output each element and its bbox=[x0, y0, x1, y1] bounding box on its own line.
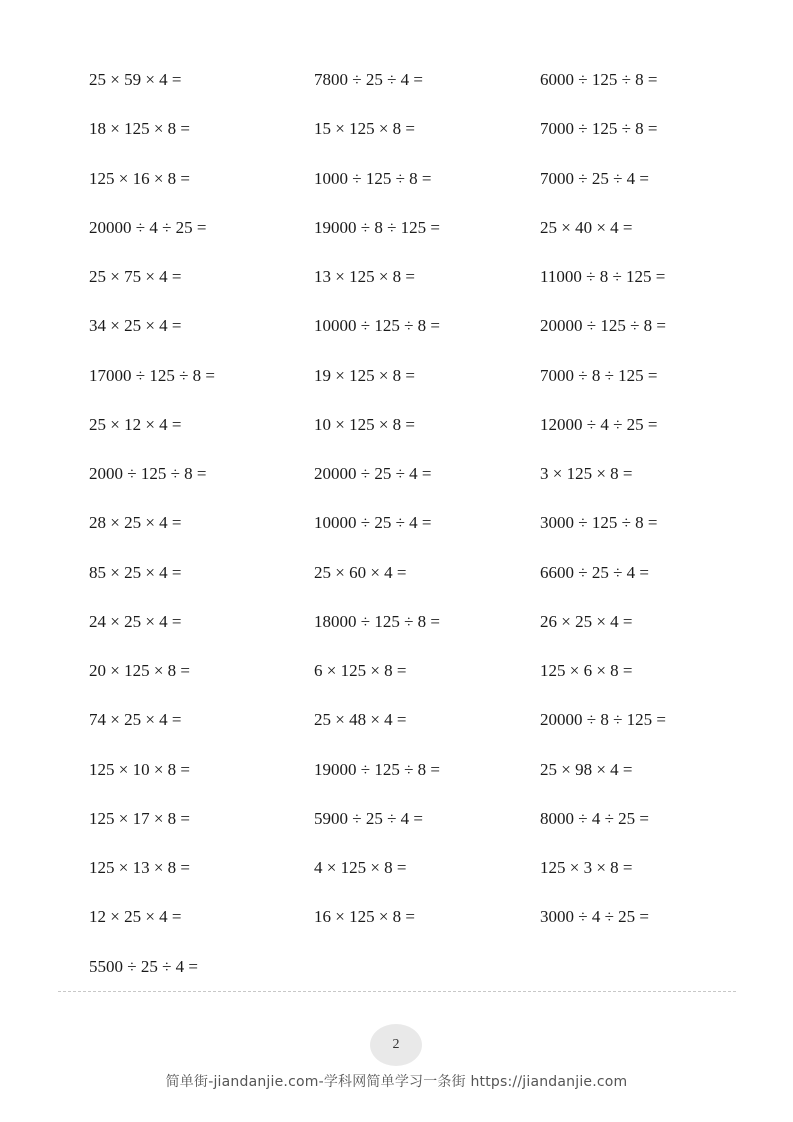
page-number: 2 bbox=[392, 1037, 400, 1052]
problem-item: 17000 ÷ 125 ÷ 8 = bbox=[89, 365, 215, 385]
problem-item: 19000 ÷ 8 ÷ 125 = bbox=[314, 217, 440, 237]
problem-item: 25 × 59 × 4 = bbox=[89, 70, 182, 89]
footer-text: 简单街-jiandanjie.com-学科网简单学习一条街 https://jiandanjie.com bbox=[165, 1074, 628, 1090]
problem-item: 125 × 6 × 8 = bbox=[540, 661, 633, 680]
problem-item: 74 × 25 × 4 = bbox=[89, 710, 182, 730]
problem-item: 6600 ÷ 25 ÷ 4 = bbox=[540, 562, 649, 582]
problem-item: 26 × 25 × 4 = bbox=[540, 611, 633, 631]
problem-item: 20000 ÷ 25 ÷ 4 = bbox=[314, 464, 432, 483]
problem-item: 5500 ÷ 25 ÷ 4 = bbox=[89, 956, 198, 976]
problem-item: 25 × 48 × 4 = bbox=[314, 710, 407, 730]
problem-item: 7800 ÷ 25 ÷ 4 = bbox=[314, 70, 423, 89]
problem-item: 28 × 25 × 4 = bbox=[89, 513, 182, 533]
problem-item: 6000 ÷ 125 ÷ 8 = bbox=[540, 70, 658, 89]
dashed-divider bbox=[58, 991, 736, 992]
problem-item: 4 × 125 × 8 = bbox=[314, 858, 407, 877]
problem-item: 125 × 17 × 8 = bbox=[89, 808, 191, 828]
problem-item: 10000 ÷ 125 ÷ 8 = bbox=[314, 316, 440, 336]
page-number-badge bbox=[370, 1024, 422, 1066]
problem-item: 1000 ÷ 125 ÷ 8 = bbox=[314, 168, 432, 188]
problem-item: 25 × 40 × 4 = bbox=[540, 217, 633, 237]
problem-item: 34 × 25 × 4 = bbox=[89, 316, 182, 336]
problem-item: 11000 ÷ 8 ÷ 125 = bbox=[540, 267, 666, 286]
problem-item: 5900 ÷ 25 ÷ 4 = bbox=[314, 808, 423, 828]
problem-item: 3000 ÷ 4 ÷ 25 = bbox=[540, 907, 649, 927]
problem-item: 25 × 75 × 4 = bbox=[89, 267, 182, 286]
problem-item: 24 × 25 × 4 = bbox=[89, 611, 182, 631]
problem-item: 20000 ÷ 8 ÷ 125 = bbox=[540, 710, 666, 730]
problem-item: 12000 ÷ 4 ÷ 25 = bbox=[540, 414, 658, 434]
problem-item: 19000 ÷ 125 ÷ 8 = bbox=[314, 759, 440, 779]
problem-item: 125 × 16 × 8 = bbox=[89, 168, 191, 188]
problem-item: 18 × 125 × 8 = bbox=[89, 119, 191, 139]
problem-item: 12 × 25 × 4 = bbox=[89, 907, 182, 927]
problem-item: 3 × 125 × 8 = bbox=[540, 464, 633, 483]
problem-item: 10 × 125 × 8 = bbox=[314, 414, 416, 434]
problem-item: 25 × 98 × 4 = bbox=[540, 759, 633, 779]
problem-item: 13 × 125 × 8 = bbox=[314, 267, 416, 286]
problem-item: 125 × 10 × 8 = bbox=[89, 759, 191, 779]
problem-item: 25 × 12 × 4 = bbox=[89, 414, 182, 434]
problem-item: 19 × 125 × 8 = bbox=[314, 365, 416, 385]
problem-item: 16 × 125 × 8 = bbox=[314, 907, 416, 927]
problem-item: 20000 ÷ 4 ÷ 25 = bbox=[89, 217, 207, 237]
problem-item: 125 × 3 × 8 = bbox=[540, 858, 633, 877]
problem-item: 10000 ÷ 25 ÷ 4 = bbox=[314, 513, 432, 533]
problem-item: 7000 ÷ 8 ÷ 125 = bbox=[540, 365, 658, 385]
problem-item: 20 × 125 × 8 = bbox=[89, 661, 191, 680]
problem-item: 15 × 125 × 8 = bbox=[314, 119, 416, 139]
problem-item: 20000 ÷ 125 ÷ 8 = bbox=[540, 316, 666, 336]
problem-item: 25 × 60 × 4 = bbox=[314, 562, 407, 582]
problem-item: 85 × 25 × 4 = bbox=[89, 562, 182, 582]
problem-item: 7000 ÷ 125 ÷ 8 = bbox=[540, 119, 658, 139]
problem-item: 18000 ÷ 125 ÷ 8 = bbox=[314, 611, 440, 631]
problem-item: 2000 ÷ 125 ÷ 8 = bbox=[89, 464, 207, 483]
problem-item: 7000 ÷ 25 ÷ 4 = bbox=[540, 168, 649, 188]
problem-item: 8000 ÷ 4 ÷ 25 = bbox=[540, 808, 649, 828]
problem-item: 6 × 125 × 8 = bbox=[314, 661, 407, 680]
problem-item: 125 × 13 × 8 = bbox=[89, 858, 191, 877]
problem-item: 3000 ÷ 125 ÷ 8 = bbox=[540, 513, 658, 533]
